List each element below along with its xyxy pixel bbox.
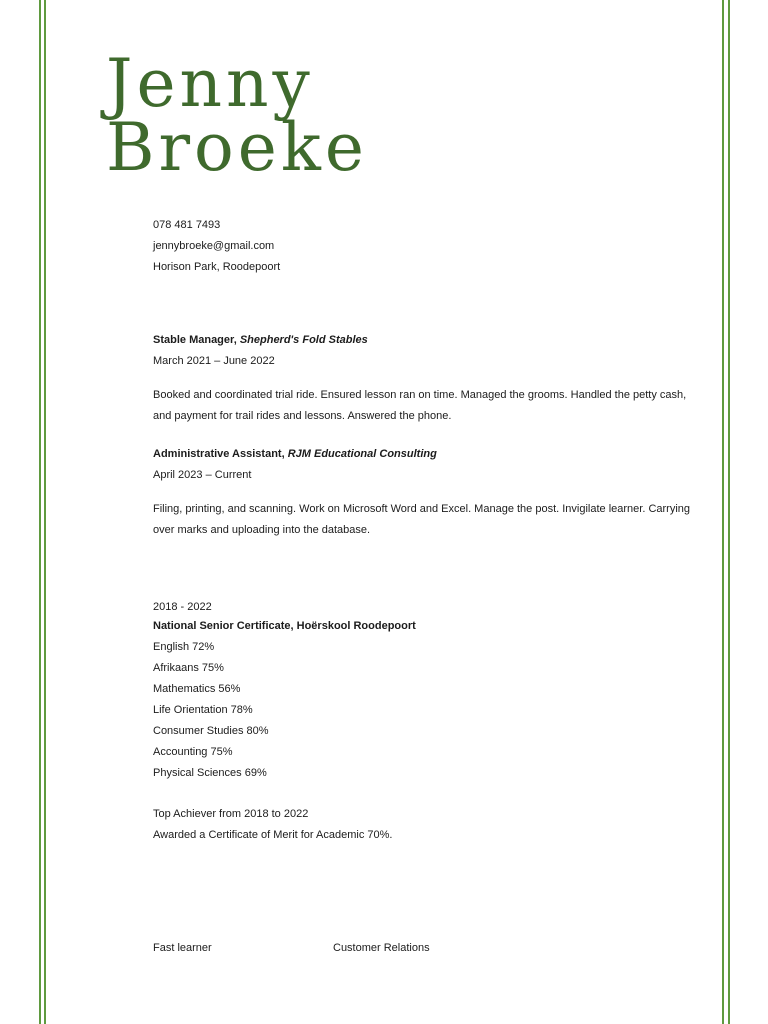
subject-item: Physical Sciences 69% xyxy=(153,767,267,779)
first-name: Jenny xyxy=(106,45,314,122)
job-heading: Administrative Assistant, RJM Educational Consulting xyxy=(153,448,437,460)
job-title: Stable Manager xyxy=(153,334,234,346)
education-qualification: National Senior Certificate, Hoërskool Roodepoort xyxy=(153,620,416,632)
subject-item: Mathematics 56% xyxy=(153,683,241,695)
page-border-right-inner xyxy=(722,0,724,1024)
job-dates: March 2021 – June 2022 xyxy=(153,355,275,367)
job-company: RJM Educational Consulting xyxy=(287,448,437,460)
page-border-left-inner xyxy=(44,0,46,1024)
last-name: Broeke xyxy=(106,109,368,186)
subject-item: English 72% xyxy=(153,641,215,653)
contact-address: Horison Park, Roodepoort xyxy=(153,261,281,273)
resume-name xyxy=(106,45,368,186)
subject-item: Consumer Studies 80% xyxy=(153,725,269,737)
skill-item: Customer Relations xyxy=(333,942,430,954)
contact-phone: 078 481 7493 xyxy=(153,219,221,231)
experience-entry xyxy=(153,330,693,427)
page-border-left-outer xyxy=(39,0,41,1024)
contact-section xyxy=(153,215,693,278)
job-description: Filing, printing, and scanning. Work on Microsoft Word and Excel. Manage the post. Invigilate learner. Carrying over marks and uploading into the database. xyxy=(153,503,691,536)
job-heading: Stable Manager, Shepherd's Fold Stables xyxy=(153,334,368,346)
job-company: Shepherd's Fold Stables xyxy=(239,334,368,346)
education-section xyxy=(153,599,693,846)
subject-item: Accounting 75% xyxy=(153,746,233,758)
achievement-item: Top Achiever from 2018 to 2022 xyxy=(153,808,309,820)
skill-item: Fast learner xyxy=(153,942,212,954)
subject-item: Life Orientation 78% xyxy=(153,704,253,716)
education-years: 2018 - 2022 xyxy=(153,601,212,613)
subject-item: Afrikaans 75% xyxy=(153,662,224,674)
job-dates: April 2023 – Current xyxy=(153,469,252,481)
page-border-right-outer xyxy=(728,0,730,1024)
contact-email: jennybroeke@gmail.com xyxy=(153,240,275,252)
job-title: Administrative Assistant xyxy=(153,448,282,460)
achievement-item: Awarded a Certificate of Merit for Academic 70%. xyxy=(153,829,393,841)
experience-entry xyxy=(153,444,693,541)
job-description: Booked and coordinated trial ride. Ensured lesson ran on time. Managed the grooms. Handled the petty cash, and payment for trail rides and lessons. Answered the phone. xyxy=(153,389,687,422)
